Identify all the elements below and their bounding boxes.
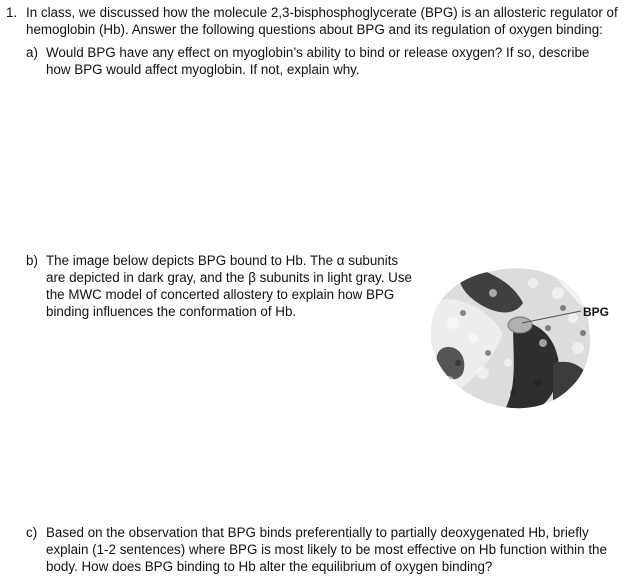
hemoglobin-bpg-figure xyxy=(423,263,623,413)
part-a-text: Would BPG have any effect on myoglobin’s ability to bind or release oxygen? If so, describe how BPG would affect myoglobin. If not, explain why. xyxy=(46,45,590,77)
part-b-label: b) xyxy=(26,253,38,268)
part-b-text: The image below depicts BPG bound to Hb. The α subunits are depicted in dark gray, and the β subunits in light gray. Use the MWC model of concerted allostery to explain how BPG binding influences the conformation of Hb. xyxy=(46,253,412,319)
bpg-molecule xyxy=(508,317,532,333)
alpha-patch-right xyxy=(553,362,593,413)
bpg-callout-label: BPG xyxy=(583,305,610,319)
hemoglobin-structure-image xyxy=(423,263,623,413)
part-a-label: a) xyxy=(26,45,38,60)
part-c-text: Based on the observation that BPG binds preferentially to partially deoxygenated Hb, briefly explain (1-2 sentences) where BPG is most likely to be most effective on Hb function within the body. How does BPG binding to Hb alter the equilibrium of oxygen binding? xyxy=(46,525,607,574)
question-number: 1. xyxy=(6,5,18,20)
question-intro: In class, we discussed how the molecule 2,3-bisphosphoglycerate (BPG) is an allosteric regulator of hemoglobin (Hb). Answer the following questions about BPG and its regulation of oxygen binding: xyxy=(26,5,618,37)
part-c-label: c) xyxy=(26,525,38,540)
protein-surface xyxy=(423,263,623,413)
